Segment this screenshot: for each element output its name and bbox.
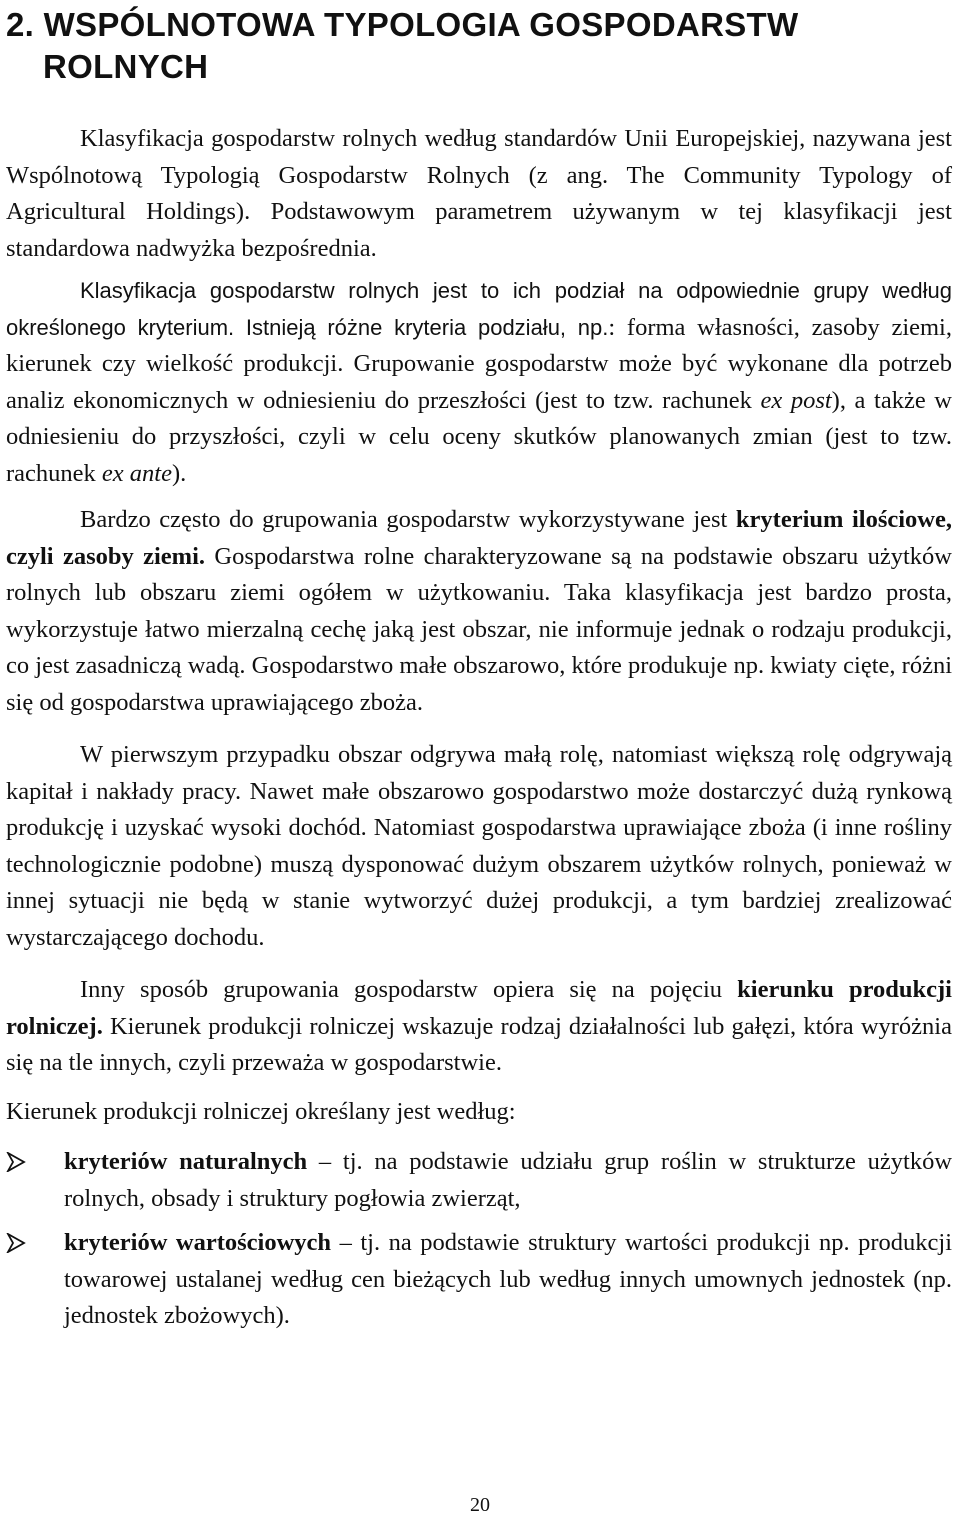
paragraph-quantitative-criterion (6, 502, 952, 721)
text-segment: Bardzo często do grupowania gospodarstw wykorzystywane jest (80, 506, 736, 533)
page-number: 20 (470, 1494, 490, 1516)
text-segment: ), a także w odniesieniu do przyszłości, czyli w celu oceny skutków planowanych zmian (jest to tzw. rachunek (6, 386, 952, 487)
italic-term-ex-ante: ex ante (101, 459, 172, 487)
bold-term-quantitative-criterion: kryterium ilościowe, czyli zasoby ziemi. (6, 506, 952, 570)
criteria-list (6, 1144, 952, 1335)
chapter-heading-line-2: ROLNYCH (43, 48, 209, 85)
list-item-text: – tj. na podstawie udziału grup roślin w strukturze użytków rolnych, obsady i struktury pogłowia zwierząt, (64, 1148, 953, 1212)
arrowhead-bullet-icon (6, 1144, 30, 1180)
arrowhead-bullet-icon (6, 1225, 30, 1261)
list-item (6, 1225, 952, 1335)
list-item (6, 1144, 952, 1217)
paragraph-area-role: W pierwszym przypadku obszar odgrywa małą rolę, natomiast większą rolę odgrywają kapitał i nakłady pracy. Nawet małe obszarowo gospodarstwo może dostarczyć dużą rynkową produkcję i uzyskać wysoki dochód. Natomiast gospodarstwa uprawiające zboża (i inne rośliny technologicznie podobne) muszą dysponować dużym obszarem użytków rolnych, ponieważ w innej sytuacji nie będą w stanie wytworzyć dużej produkcji, a tym bardziej zrealizować wystarczającego dochodu. (6, 741, 952, 951)
list-item-text: – tj. na podstawie struktury wartości produkcji np. produkcji towarowej ustalanej według cen bieżących lub według innych umownych jednostek (np. jednostek zbożowych). (64, 1229, 952, 1329)
text-segment: Gospodarstwa rolne charakteryzowane są na podstawie obszaru użytków rolnych lub obszaru ziemi ogółem w użytkowaniu. Taka klasyfikacja jest bardzo prosta, wykorzystuje łatwo mierzalną cechę jaką jest obszar, nie informuje jednak o rodzaju produkcji, co jest zasadniczą wadą. Gospodarstwo małe obszarowo, które produkuje np. kwiaty cięte, różni się od gospodarstwa uprawiającego zboża. (6, 542, 953, 716)
italic-term-ex-post: ex post (760, 386, 832, 414)
list-item-term: kryteriów wartościowych (64, 1229, 332, 1256)
text-segment: Klasyfikacja gospodarstw rolnych jest to ich podział na odpowiednie grupy według określonego kryterium. Istnieją różne kryteria podziału, np. (6, 278, 952, 340)
chapter-heading (6, 0, 952, 88)
text-segment: Kierunek produkcji rolniczej wskazuje rodzaj działalności lub gałęzi, która wyróżnia się na tle innych, czyli przeważa w gospodarstwie. (6, 1012, 952, 1076)
chapter-heading-line-1: 2. WSPÓLNOTOWA TYPOLOGIA GOSPODARSTW (6, 6, 799, 43)
bold-term-production-direction: kierunku produkcji rolniczej. (6, 976, 952, 1040)
text-segment: : forma własności, zasoby ziemi, kierunek czy wielkość produkcji. Grupowanie gospodarstw może być wykonane dla potrzeb analiz ekonomicznych w odniesieniu do przeszłości (jest to tzw. rachunek (6, 313, 952, 414)
list-item-term: kryteriów naturalnych (64, 1148, 308, 1175)
text-segment: ). (171, 459, 187, 487)
paragraph-classification-definition (6, 273, 952, 492)
text-segment: Inny sposób grupowania gospodarstw opiera się na pojęciu (80, 976, 738, 1003)
paragraph-eu-typology: Klasyfikacja gospodarstw rolnych według standardów Unii Europejskiej, nazywana jest Wspólnotową Typologią Gospodarstw Rolnych (z ang. The Community Typology of Agricultural Holdings). Podstawowym parametrem używanym w tej klasyfikacji jest standardowa nadwyżka bezpośrednia. (6, 125, 952, 262)
paragraph-production-direction (6, 972, 952, 1082)
paragraph-criteria-intro: Kierunek produkcji rolniczej określany jest według: (6, 1097, 516, 1125)
